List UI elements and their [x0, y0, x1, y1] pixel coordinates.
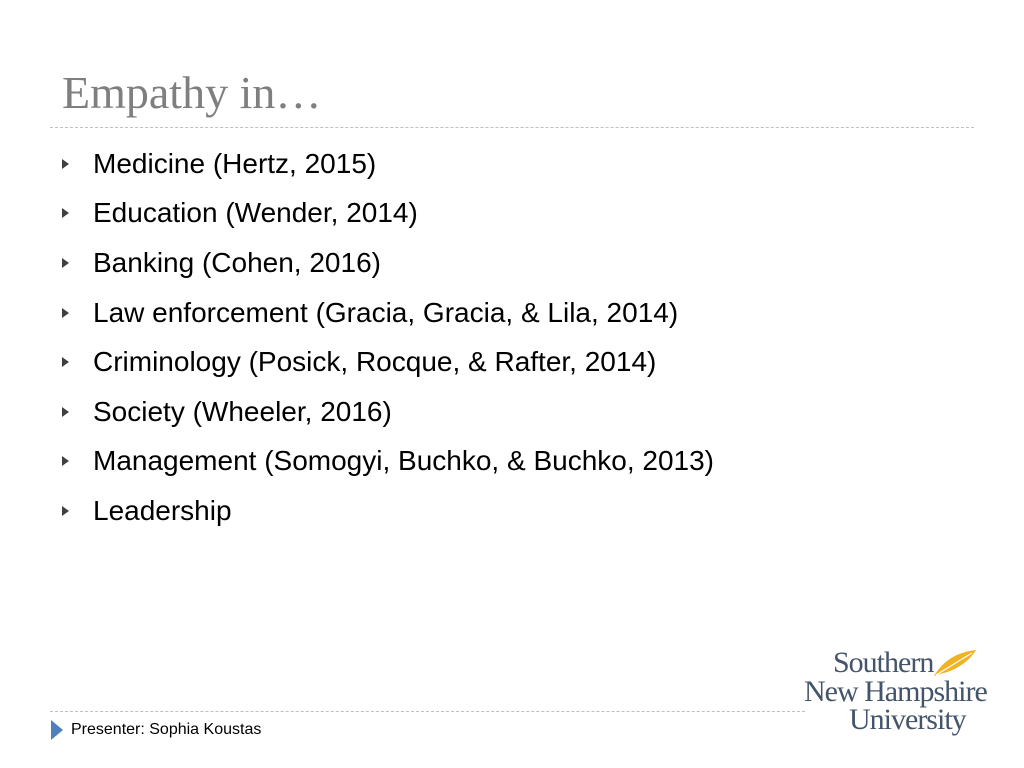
- bullet-list: [62, 139, 714, 536]
- university-logo: [804, 644, 987, 744]
- logo-line-3: University: [849, 703, 966, 736]
- logo-line-2: New Hampshire: [804, 675, 987, 708]
- bullet-text: Education (Wender, 2014): [93, 197, 418, 229]
- bullet-item: [62, 486, 714, 536]
- bullet-arrow-icon: [62, 407, 69, 417]
- leaf-icon: [932, 648, 978, 678]
- bullet-item: [62, 189, 714, 239]
- footer-arrow-icon: [51, 720, 63, 740]
- bullet-item: [62, 387, 714, 437]
- presenter-label: Presenter: Sophia Koustas: [71, 721, 262, 738]
- bullet-arrow-icon: [62, 208, 69, 218]
- bullet-arrow-icon: [62, 258, 69, 268]
- bullet-item: [62, 337, 714, 387]
- title-divider: [50, 127, 974, 128]
- bullet-text: Medicine (Hertz, 2015): [93, 147, 377, 179]
- bullet-arrow-icon: [62, 159, 69, 169]
- bullet-text: Banking (Cohen, 2016): [93, 246, 381, 278]
- bullet-text: Law enforcement (Gracia, Gracia, & Lila, 2014): [93, 296, 679, 328]
- bullet-text: Leadership: [93, 494, 232, 526]
- slide-title: Empathy in…: [62, 67, 322, 118]
- bullet-text: Society (Wheeler, 2016): [93, 395, 392, 427]
- bullet-arrow-icon: [62, 456, 69, 466]
- bullet-text: Management (Somogyi, Buchko, & Buchko, 2013): [93, 445, 715, 477]
- footer-divider: [50, 711, 805, 712]
- bullet-item: [62, 288, 714, 338]
- bullet-item: [62, 238, 714, 288]
- logo-line-1: Southern: [833, 646, 934, 679]
- bullet-arrow-icon: [62, 308, 69, 318]
- bullet-text: Criminology (Posick, Rocque, & Rafter, 2014): [93, 346, 657, 378]
- bullet-item: [62, 139, 714, 189]
- bullet-arrow-icon: [62, 506, 69, 516]
- bullet-arrow-icon: [62, 357, 69, 367]
- bullet-item: [62, 437, 714, 487]
